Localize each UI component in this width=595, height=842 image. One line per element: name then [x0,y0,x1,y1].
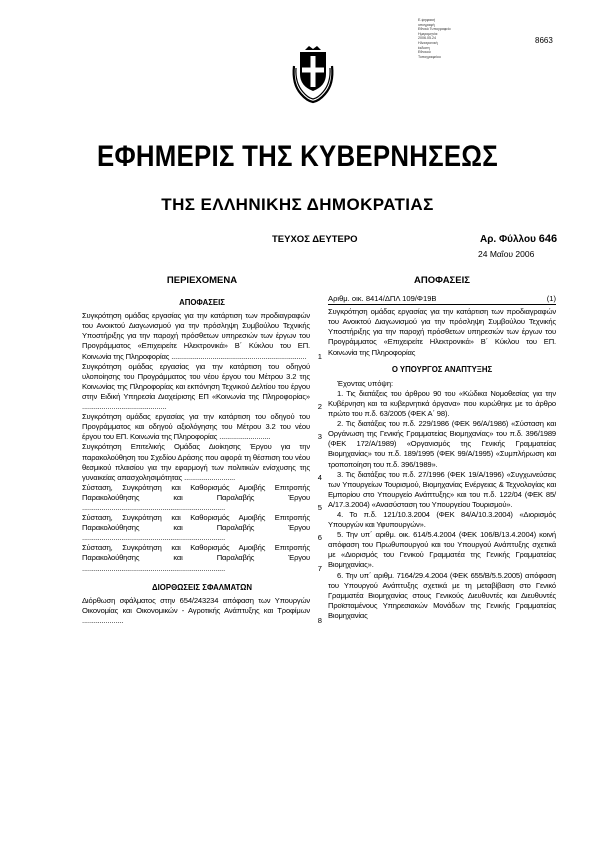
issue-date: 24 Μαΐου 2006 [478,249,535,259]
body-paragraph: 6. Την υπ΄ αριθμ. 7164/29.4.2004 (ΦΕΚ 655/Β/5.5.2005) απόφαση του Υπουργού Ανάπτυξης σχετικά με τη μεταβίβαση στο Γενικό Γραμματέα Βιομηχανίας στους Γενικούς Διευθυντές και Διευθυντές Προϊσταμένους Υπηρεσιακών Μονάδων της Γενικής Γραμματείας Βιομηχανίας [328,570,556,620]
toc-item[interactable] [82,442,322,482]
toc-item[interactable] [82,362,322,412]
stamp-line: Εθνικού [418,50,431,55]
stamp-line: Τυπογραφείου [418,54,441,59]
toc-item-page: 4 [317,472,322,482]
toc-corrections-heading: ΔΙΟΡΘΩΣΕΙΣ ΣΦΑΛΜΑΤΩΝ [152,582,252,592]
decision-ref-number: (1) [546,294,556,304]
body-paragraph: 5. Την υπ΄ αριθμ. οικ. 614/5.4.2004 (ΦΕΚ 106/Β/13.4.2004) κοινή απόφαση του Πρωθυπουργού και του Υπουργού Ανάπτυξης σχετικά με «Διορισμός του Γενικού Γραμματέα της Γενικής Γραμματείας Βιομηχανίας». [328,530,556,570]
toc-item-text: Συγκρότηση ομάδας εργασίας για την κατάρτιση των προδιαγραφών του Ανοικτού Διαγωνισμού για την πρόσληψη Συμβούλου Τεχνικής Υποστήριξης για την παροχή πρόσθετων υπηρεσιών των έργων του Προγράμματος «Επιχειρείτε Ηλεκτρονικά» Β΄ Κύκλου του ΕΠ. Κοινωνία της Πληροφορίας ..................................................................... [82,311,310,361]
sheet-label: Αρ. Φύλλου [480,234,536,245]
toc-item-page: 8 [317,615,322,625]
toc-item[interactable] [82,543,322,573]
minister-heading: Ο ΥΠΟΥΡΓΟΣ ΑΝΑΠΤΥΞΗΣ [391,364,493,374]
toc-item[interactable] [82,596,322,626]
toc-item-text: Συγκρότηση Επιτελικής Ομάδας Διοίκησης Έργου για την παρακολούθηση του Σχεδίου Δράσης που αφορά τη θέσπιση του νέου θεσμικού πλαισίου για την εφαρμογή των πολιτικών ενίσχυσης της γυναικείας απασχολησιμότητας .......................... [82,442,310,482]
toc-item-text: Διόρθωση σφάλματος στην 654/243234 απόφαση των Υπουργών Οικονομίας και Οικονομικών - Αγροτικής Ανάπτυξης και Τροφίμων ..................... [82,595,310,625]
issue-label: ΤΕΥΧΟΣ ΔΕΥΤΕΡΟ [272,234,358,245]
stamp-line: 2006.05.24 [418,36,436,41]
body-paragraph: 1. Τις διατάξεις του άρθρου 90 του «Κώδικα Νομοθεσίας για την Κυβέρνηση και τα κυβερνητικά όργανα» που κυρώθηκε με το άρθρο πρώτο του π.δ. 63/2005 (ΦΕΚ Α΄ 98). [328,388,556,419]
digital-signature-stamp [418,18,476,59]
stamp-line: υπογραφή [418,22,435,27]
body-heading: ΑΠΟΦΑΣΕΙΣ [414,275,470,286]
decision-title: Συγκρότηση ομάδας εργασίας για την κατάρτιση των προδιαγραφών του Ανοικτού Διαγωνισμού για την πρόσληψη Συμβούλου Τεχνικής Υποστήριξης για την παροχή πρόσθετων υπηρεσιών των έργων του Προγράμματος «Επιχειρείτε Ηλεκτρονικά» Β΄ Κύκλου του ΕΠ. Κοινωνία της Πληροφορίας [328,307,556,357]
coat-of-arms-icon [289,44,337,104]
body-paragraph: 3. Τις διατάξεις του π.δ. 27/1996 (ΦΕΚ 19/Α/1996) «Συγχωνεύσεις των Υπουργείων Τουρισμού, Βιομηχανίας Ενέργειας & Τεχνολογίας και Εμπορίου στο Υπουργείο Ανάπτυξης» και του π.δ. 122/04 (ΦΕΚ 85/Α/17.3.2004) «Ανασύσταση του Υπουργείου Τουρισμού». [328,469,556,509]
decision-ref-text: Αριθμ. οικ. 8414/ΔΠΛ 109/Φ19Β [328,294,437,304]
gazette-subtitle: ΤΗΣ ΕΛΛΗΝΙΚΗΣ ΔΗΜΟΚΡΑΤΙΑΣ [161,195,434,214]
body-paragraph: 4. Το π.δ. 121/10.3.2004 (ΦΕΚ 84/Α/10.3.2004) «Διορισμός Υπουργών και Υφυπουργών». [328,509,556,530]
sheet-number [480,233,557,245]
gazette-title: ΕΦΗΜΕΡΙΣ ΤΗΣ ΚΥΒΕΡΝΗΣΕΩΣ [96,140,499,173]
page-number: 8663 [535,36,553,45]
toc-item-text: Συγκρότηση ομάδας εργασίας για την κατάρτιση του οδηγού του Προγράμματος και οδηγού αξιολόγησης του Μέτρου 3.2 του νέου έργου του ΕΠ. Κοινωνία της Πληροφορίας .......................... [82,412,310,442]
stamp-line: Ηλεκτρονική [418,40,438,45]
toc-heading: ΠΕΡΙΕΧΟΜΕΝΑ [166,275,238,286]
toc-item-page: 2 [317,402,322,412]
toc-item-text: Σύσταση, Συγκρότηση και Καθορισμός Αμοιβής Επιτροπής Παρακολούθησης και Παραλαβής Έργου ......................................................................... [82,482,310,512]
toc-item-text: Σύσταση, Συγκρότηση και Καθορισμός Αμοιβής Επιτροπής Παρακολούθησης και Παραλαβής Έργου ......................................................................... [82,543,310,573]
decision-reference [328,294,556,305]
toc-item-page: 1 [317,351,322,361]
toc-item-page: 6 [317,533,322,543]
toc-item[interactable] [82,513,322,543]
main-body [328,276,556,621]
body-paragraph: 2. Τις διατάξεις του π.δ. 229/1986 (ΦΕΚ 96/Α/1986) «Σύσταση και Οργάνωση της Γενικής Γραμματείας Βιομηχανίας» του π.δ. 396/1989 (ΦΕΚ 172/Α/1989) «Οργανισμός της Γενικής Γραμματείας Βιομηχανίας» του π.δ. 189/1995 (ΦΕΚ 99/Α/1995) «Συμπλήρωση και τροποποίηση του π.δ. 396/1989». [328,419,556,469]
stamp-line: Ε-ψηφιακή [418,18,436,22]
stamp-line: Εθνικό Τυπογραφείο [418,27,451,32]
toc-item[interactable] [82,483,322,513]
considering-line: Έχοντας υπόψη: [337,378,394,388]
toc-item[interactable] [82,412,322,442]
stamp-line: έκδοση [418,45,430,50]
toc-decisions-heading: ΑΠΟΦΑΣΕΙΣ [179,298,225,308]
toc-item-page: 7 [317,563,322,573]
toc-item-page: 3 [317,432,322,442]
sheet-number-value: 646 [538,233,558,245]
table-of-contents [82,276,322,626]
toc-item-text: Σύσταση, Συγκρότηση και Καθορισμός Αμοιβής Επιτροπής Παρακολούθησης και Παραλαβής Έργου ......................................................................... [82,513,310,543]
toc-item-page: 5 [317,502,322,512]
toc-item-text: Συγκρότηση ομάδας εργασίας για την κατάρτιση του οδηγού υλοποίησης του Προγράμματος του νέου έργου του Μέτρου 3.2 της Κοινωνίας της Πληροφορίας και εκπόνηση Τεχνικού Δελτίου του έργου στην Ειδική Υπηρεσία Διαχείρισης ΕΠ «Κοινωνία της Πληροφορίας» ........................................... [82,361,310,412]
stamp-line: Ημερομηνία: [418,31,439,36]
toc-item[interactable] [82,311,322,361]
